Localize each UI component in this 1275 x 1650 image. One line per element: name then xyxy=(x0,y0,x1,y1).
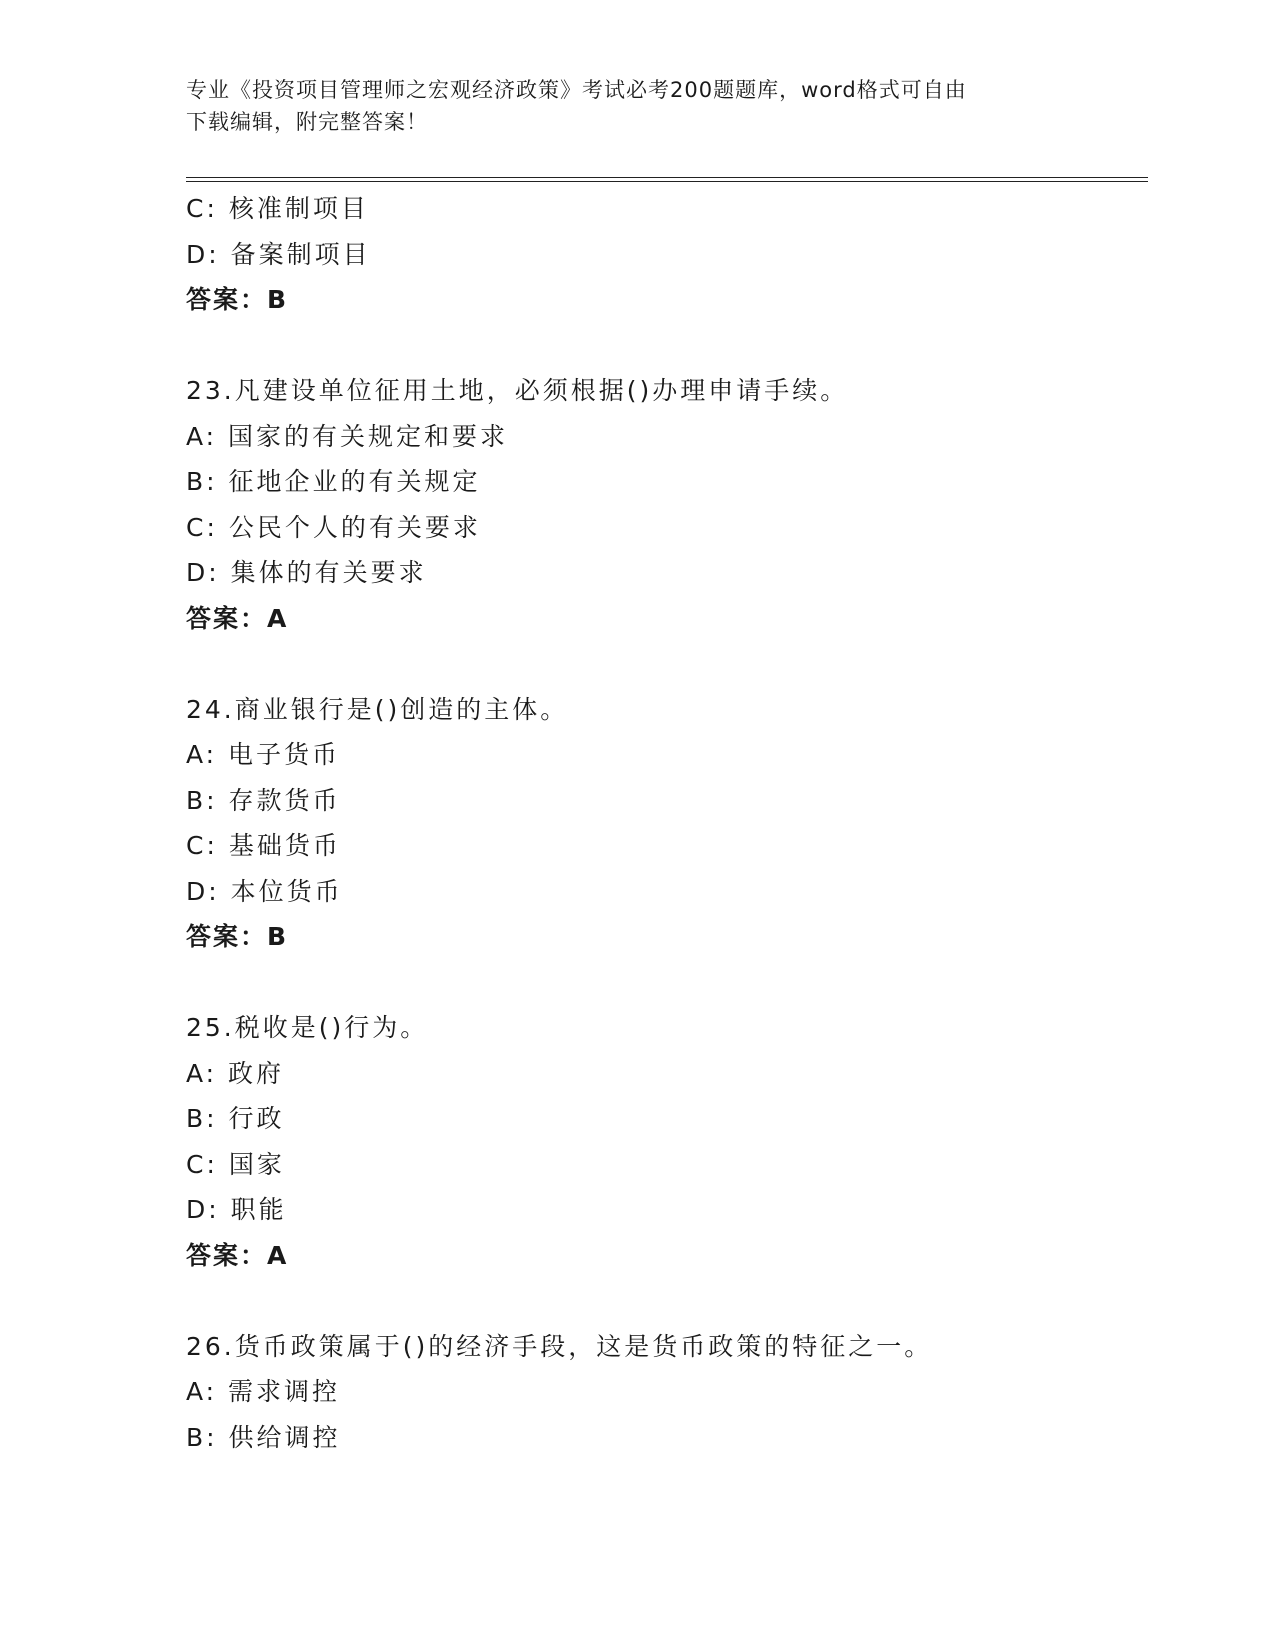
option-prefix: C: xyxy=(186,831,218,860)
option-b xyxy=(186,778,1146,824)
option-prefix: B: xyxy=(186,785,218,815)
option-text: 电子货币 xyxy=(228,740,341,769)
question-block-24 xyxy=(186,687,1146,960)
option-text: 供给调控 xyxy=(228,1422,341,1452)
option-d xyxy=(186,550,1146,596)
option-prefix: A: xyxy=(186,1377,218,1406)
option-prefix: A: xyxy=(186,1058,218,1088)
option-prefix: D: xyxy=(186,239,220,269)
option-prefix: B: xyxy=(186,1422,218,1452)
option-text: 核准制项目 xyxy=(228,194,369,223)
option-text: 备案制项目 xyxy=(230,239,371,269)
option-text: 国家的有关规定和要求 xyxy=(228,421,509,451)
option-b xyxy=(186,1415,1146,1461)
header-line-2: 下载编辑，附完整答案！ xyxy=(186,110,428,134)
question-stem: 26.货币政策属于()的经济手段，这是货币政策的特征之一。 xyxy=(186,1331,933,1361)
option-prefix: C: xyxy=(186,1149,218,1179)
answer-line: 答案：A xyxy=(186,603,289,633)
option-text: 集体的有关要求 xyxy=(230,558,427,587)
option-d xyxy=(186,1187,1146,1233)
document-header xyxy=(186,74,1066,138)
option-prefix: A: xyxy=(186,740,218,769)
option-text: 政府 xyxy=(228,1058,285,1088)
answer-line: 答案：A xyxy=(186,1240,289,1270)
option-c xyxy=(186,505,1146,551)
answer-line: 答案：B xyxy=(186,285,289,314)
option-text: 基础货币 xyxy=(228,831,341,860)
question-block-25 xyxy=(186,1005,1146,1278)
option-text: 国家 xyxy=(228,1149,285,1179)
option-prefix: D: xyxy=(186,558,220,587)
option-text: 本位货币 xyxy=(230,876,343,906)
option-a xyxy=(186,732,1146,778)
question-block-23 xyxy=(186,368,1146,641)
question-block-22 xyxy=(186,186,1146,323)
option-prefix: B: xyxy=(186,467,218,496)
header-line-1: 专业《投资项目管理师之宏观经济政策》考试必考200题题库，word格式可自由 xyxy=(186,78,967,102)
option-text: 存款货币 xyxy=(228,785,341,815)
option-b xyxy=(186,459,1146,505)
option-c xyxy=(186,823,1146,869)
option-prefix: D: xyxy=(186,876,220,906)
option-d xyxy=(186,232,1146,278)
option-prefix: D: xyxy=(186,1195,220,1224)
option-c xyxy=(186,186,1146,232)
question-stem: 23.凡建设单位征用土地，必须根据()办理申请手续。 xyxy=(186,376,849,405)
option-text: 征地企业的有关规定 xyxy=(228,467,481,496)
spacer xyxy=(186,641,1146,687)
option-prefix: B: xyxy=(186,1104,218,1133)
option-c xyxy=(186,1142,1146,1188)
question-block-26 xyxy=(186,1324,1146,1461)
option-text: 职能 xyxy=(230,1195,287,1224)
header-divider-bottom xyxy=(186,181,1148,182)
question-stem: 25.税收是()行为。 xyxy=(186,1013,429,1042)
spacer xyxy=(186,323,1146,369)
option-a xyxy=(186,414,1146,460)
option-a xyxy=(186,1051,1146,1097)
option-b xyxy=(186,1096,1146,1142)
answer-line: 答案：B xyxy=(186,922,289,951)
option-a xyxy=(186,1369,1146,1415)
header-divider-top xyxy=(186,177,1148,178)
option-text: 行政 xyxy=(228,1104,285,1133)
option-prefix: C: xyxy=(186,512,218,542)
question-list xyxy=(186,186,1146,1460)
question-stem: 24.商业银行是()创造的主体。 xyxy=(186,694,569,724)
option-text: 公民个人的有关要求 xyxy=(228,512,481,542)
option-prefix: C: xyxy=(186,194,218,223)
option-d xyxy=(186,869,1146,915)
option-prefix: A: xyxy=(186,421,218,451)
option-text: 需求调控 xyxy=(228,1377,341,1406)
spacer xyxy=(186,1278,1146,1324)
spacer xyxy=(186,960,1146,1006)
